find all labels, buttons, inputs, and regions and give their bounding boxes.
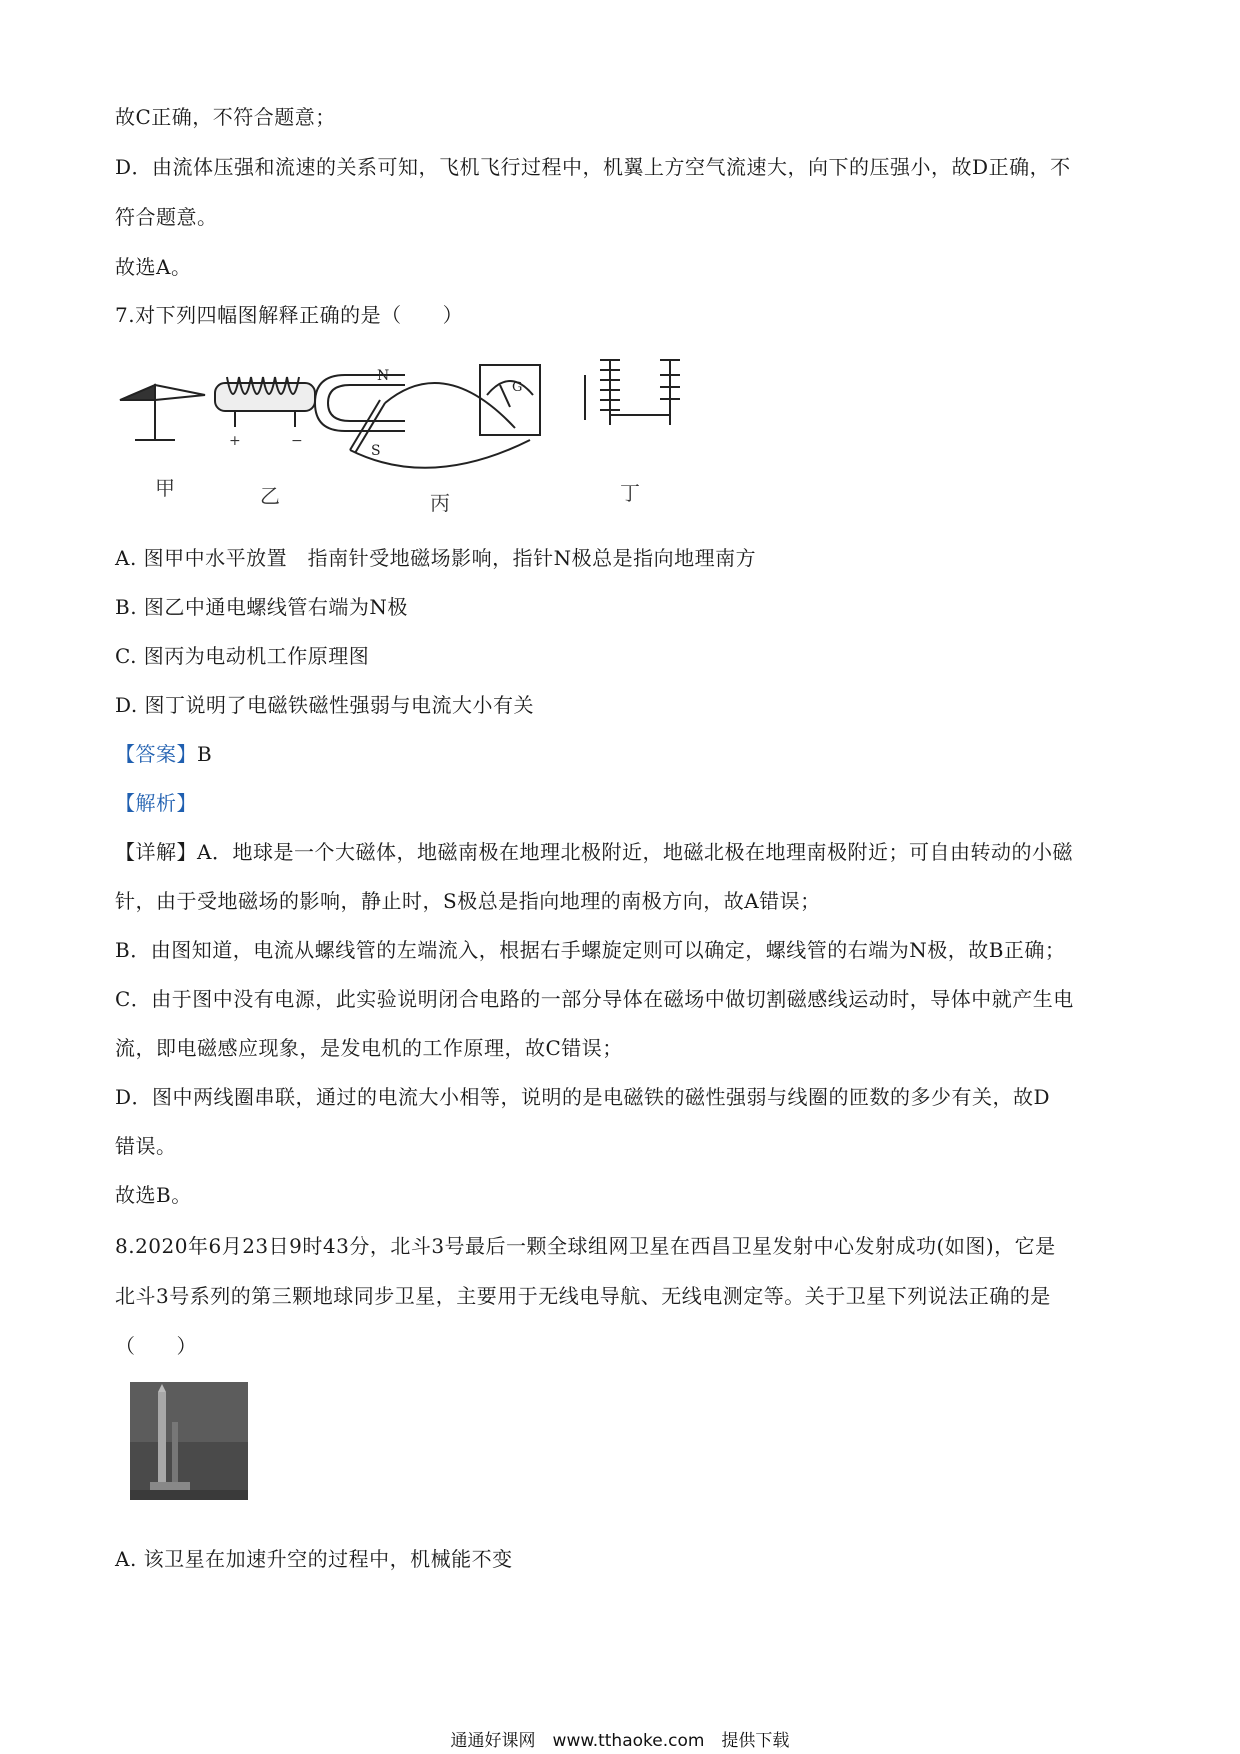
answer-tag: 【答案】 <box>115 742 197 766</box>
option-c: C. 图丙为电动机工作原理图 <box>115 644 370 668</box>
question-7-stem: 7.对下列四幅图解释正确的是（ ） <box>115 303 464 327</box>
answer-line <box>115 740 212 768</box>
solenoid-plus-label: + <box>229 433 241 449</box>
option-a: A. 图甲中水平放置 指南针受地磁场影响，指针N极总是指向地理南方 <box>115 546 757 570</box>
detail-line: 流，即电磁感应现象，是发电机的工作原理，故C错误； <box>115 1036 623 1060</box>
answer-value: B <box>197 742 213 766</box>
figure-label-bing: 丙 <box>430 491 450 515</box>
solenoid-figure <box>215 377 315 427</box>
text-line: D．由流体压强和流速的关系可知，飞机飞行过程中，机翼上方空气流速大，向下的压强小，故D正确，不 <box>115 155 1071 179</box>
figure-label-jia: 甲 <box>155 476 175 500</box>
detail-line: C．由于图中没有电源，此实验说明闭合电路的一部分导体在磁场中做切割磁感线运动时，导体中就产生电 <box>115 987 1074 1011</box>
question-8-stem: 北斗3号系列的第三颗地球同步卫星，主要用于无线电导航、无线电测定等。关于卫星下列说法正确的是 <box>115 1284 1051 1308</box>
analysis-tag: 【解析】 <box>115 791 197 815</box>
detail-text: A．地球是一个大磁体，地磁南极在地理北极附近，地磁北极在地理南极附近；可自由转动的小磁 <box>197 840 1073 864</box>
detail-line: 针，由于受地磁场的影响，静止时，S极总是指向地理的南极方向，故A错误； <box>115 889 821 913</box>
electromagnet-figure <box>585 360 680 425</box>
rocket-launch-photo <box>130 1382 248 1500</box>
figure-label-ding: 丁 <box>620 481 640 505</box>
galvanometer-g-label: G <box>512 380 523 395</box>
compass-figure <box>120 385 205 440</box>
detail-tag: 【详解】 <box>115 840 197 864</box>
detail-line: 错误。 <box>115 1134 177 1158</box>
option-d: D. 图丁说明了电磁铁磁性强弱与电流大小有关 <box>115 693 535 717</box>
option-b: B. 图乙中通电螺线管右端为N极 <box>115 595 408 619</box>
footer-source: 通通好课网 www.tthaoke.com 提供下载 <box>450 1731 790 1751</box>
detail-line: B．由图知道，电流从螺线管的左端流入，根据右手螺旋定则可以确定，螺线管的右端为N极，故B正确； <box>115 938 1066 962</box>
figure-label-yi: 乙 <box>260 484 280 508</box>
magnet-s-label: S <box>371 443 381 459</box>
text-line: 故C正确，不符合题意； <box>115 105 336 129</box>
magnet-figure <box>315 375 530 468</box>
solenoid-minus-label: − <box>291 433 303 449</box>
question-8-stem: （ ） <box>115 1334 197 1358</box>
q8-option-a: A. 该卫星在加速升空的过程中，机械能不变 <box>115 1547 513 1571</box>
detail-line: 故选B。 <box>115 1183 192 1207</box>
text-line: 故选A。 <box>115 255 192 279</box>
detail-line: D．图中两线圈串联，通过的电流大小相等，说明的是电磁铁的磁性强弱与线圈的匝数的多少有关，故D <box>115 1085 1051 1109</box>
question-7-figure <box>115 355 715 520</box>
question-8-stem: 8.2020年6月23日9时43分，北斗3号最后一颗全球组网卫星在西昌卫星发射中心发射成功(如图)，它是 <box>115 1234 1056 1258</box>
magnet-n-label: N <box>377 368 390 384</box>
text-line: 符合题意。 <box>115 205 218 229</box>
galvanometer-figure <box>480 365 540 435</box>
detail-line <box>115 838 1073 866</box>
